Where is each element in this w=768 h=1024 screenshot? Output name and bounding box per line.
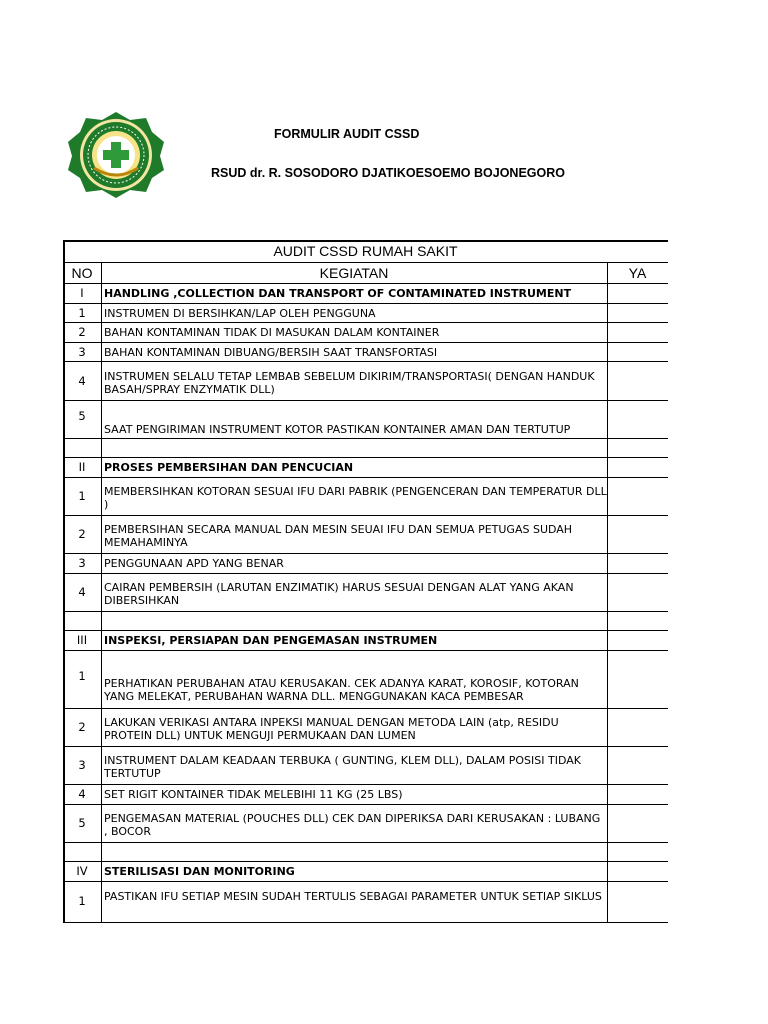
ya-checkbox-cell[interactable]	[607, 284, 668, 304]
row-kegiatan: CAIRAN PEMBERSIH (LARUTAN ENZIMATIK) HARUS SESUAI DENGAN ALAT YANG AKAN DIBERSIHKAN	[104, 581, 574, 607]
row-number: 2	[78, 527, 86, 541]
ya-checkbox-cell[interactable]	[607, 516, 668, 554]
column-divider-ya	[607, 262, 608, 923]
row-kegiatan: SET RIGIT KONTAINER TIDAK MELEBIHI 11 KG (25 LBS)	[104, 788, 403, 801]
row-number: 2	[78, 325, 86, 339]
table-row	[63, 438, 668, 457]
table-row	[63, 881, 668, 921]
ya-checkbox-cell[interactable]	[607, 439, 668, 458]
row-number: 1	[78, 894, 86, 908]
row-kegiatan: MEMBERSIHKAN KOTORAN SESUAI IFU DARI PABRIK (PENGENCERAN DAN TEMPERATUR DLL )	[104, 485, 607, 511]
section-row	[63, 630, 668, 650]
row-number: III	[76, 633, 88, 647]
ya-checkbox-cell[interactable]	[607, 843, 668, 862]
table-row	[63, 400, 668, 438]
row-number: 1	[78, 306, 86, 320]
ya-checkbox-cell[interactable]	[607, 709, 668, 747]
row-number: IV	[76, 864, 88, 878]
ya-checkbox-cell[interactable]	[607, 478, 668, 516]
hospital-name: RSUD dr. R. SOSODORO DJATIKOESOEMO BOJONEGORO	[211, 166, 565, 180]
ya-checkbox-cell[interactable]	[607, 574, 668, 612]
row-number: 4	[78, 373, 86, 388]
row-kegiatan: INSTRUMEN SELALU TETAP LEMBAB SEBELUM DIKIRIM/TRANSPORTASI( DENGAN HANDUK BASAH/SPRAY ENZYMATIK DLL)	[104, 369, 595, 396]
table-row	[63, 746, 668, 784]
row-kegiatan: INSPEKSI, PERSIAPAN DAN PENGEMASAN INSTRUMEN	[104, 634, 438, 647]
table-top-border	[63, 240, 668, 242]
row-number: 4	[78, 585, 86, 599]
ya-checkbox-cell[interactable]	[607, 343, 668, 362]
table-bottom-border	[63, 922, 668, 923]
col-header-no: NO	[71, 265, 93, 281]
table-row	[63, 342, 668, 361]
row-kegiatan: PROSES PEMBERSIHAN DAN PENCUCIAN	[104, 461, 354, 474]
row-kegiatan: BAHAN KONTAMINAN TIDAK DI MASUKAN DALAM KONTAINER	[104, 326, 440, 339]
row-kegiatan: HANDLING ,COLLECTION DAN TRANSPORT OF CONTAMINATED INSTRUMENT	[104, 287, 572, 300]
row-number: I	[80, 286, 84, 300]
ya-checkbox-cell[interactable]	[607, 554, 668, 574]
ya-checkbox-cell[interactable]	[607, 401, 668, 439]
row-number: 3	[78, 758, 86, 772]
table-title: AUDIT CSSD RUMAH SAKIT	[273, 243, 458, 259]
row-kegiatan: INSTRUMENT DALAM KEADAAN TERBUKA ( GUNTING, KLEM DLL), DALAM POSISI TIDAK TERTUTUP	[104, 754, 581, 780]
row-kegiatan: INSTRUMEN DI BERSIHKAN/LAP OLEH PENGGUNA	[104, 307, 376, 320]
row-kegiatan: PEMBERSIHAN SECARA MANUAL DAN MESIN SEUAI IFU DAN SEMUA PETUGAS SUDAH MEMAHAMINYA	[104, 523, 573, 549]
row-number: 1	[78, 669, 86, 683]
section-row	[63, 283, 668, 303]
table-row	[63, 553, 668, 573]
row-kegiatan: PENGEMASAN MATERIAL (POUCHES DLL) CEK DAN DIPERIKSA DARI KERUSAKAN : LUBANG , BOCOR	[104, 812, 601, 838]
hospital-logo	[64, 110, 168, 200]
ya-checkbox-cell[interactable]	[607, 323, 668, 343]
table-row	[63, 477, 668, 515]
row-number: 3	[78, 345, 86, 359]
row-number: 1	[78, 489, 86, 503]
row-number: 2	[78, 720, 86, 734]
ya-checkbox-cell[interactable]	[607, 651, 668, 709]
ya-checkbox-cell[interactable]	[607, 362, 668, 401]
section-row	[63, 457, 668, 477]
row-number: II	[78, 460, 86, 474]
table-row	[63, 573, 668, 611]
ya-checkbox-cell[interactable]	[607, 882, 668, 922]
row-number: 3	[78, 556, 86, 570]
ya-checkbox-cell[interactable]	[607, 612, 668, 631]
table-row	[63, 708, 668, 746]
table-row	[63, 784, 668, 804]
section-row	[63, 861, 668, 881]
table-row	[63, 322, 668, 342]
row-kegiatan: PERHATIKAN PERUBAHAN ATAU KERUSAKAN. CEK ADANYA KARAT, KOROSIF, KOTORAN YANG MELEKAT, PERUBAHAN WARNA DLL. MENGGUNAKAN KACA PEMBESAR	[104, 677, 579, 703]
row-number: 5	[78, 816, 86, 830]
row-number: 4	[78, 787, 86, 801]
ya-checkbox-cell[interactable]	[607, 805, 668, 843]
ya-checkbox-cell[interactable]	[607, 631, 668, 651]
table-row	[63, 650, 668, 708]
table-row	[63, 361, 668, 400]
row-kegiatan: BAHAN KONTAMINAN DIBUANG/BERSIH SAAT TRANSFORTASI	[104, 346, 438, 359]
ya-checkbox-cell[interactable]	[607, 862, 668, 882]
form-title: FORMULIR AUDIT CSSD	[274, 127, 420, 141]
table-row	[63, 611, 668, 630]
row-kegiatan: PENGGUNAAN APD YANG BENAR	[104, 557, 284, 570]
ya-checkbox-cell[interactable]	[607, 304, 668, 323]
table-row	[63, 804, 668, 842]
column-header-row	[63, 262, 668, 283]
col-header-kegiatan: KEGIATAN	[319, 265, 389, 281]
table-row	[63, 303, 668, 322]
row-number: 5	[78, 409, 86, 423]
row-kegiatan: SAAT PENGIRIMAN INSTRUMENT KOTOR PASTIKAN KONTAINER AMAN DAN TERTUTUP	[104, 423, 571, 436]
ya-checkbox-cell[interactable]	[607, 747, 668, 785]
table-row	[63, 842, 668, 861]
ya-checkbox-cell[interactable]	[607, 458, 668, 478]
audit-table	[63, 240, 668, 923]
ya-checkbox-cell[interactable]	[607, 785, 668, 805]
row-kegiatan: STERILISASI DAN MONITORING	[104, 865, 295, 878]
row-kegiatan: LAKUKAN VERIKASI ANTARA INPEKSI MANUAL DENGAN METODA LAIN (atp, RESIDU PROTEIN DLL) UNTUK MENGUJI PERMUKAAN DAN LUMEN	[104, 716, 559, 742]
row-kegiatan: PASTIKAN IFU SETIAP MESIN SUDAH TERTULIS SEBAGAI PARAMETER UNTUK SETIAP SIKLUS	[104, 890, 602, 903]
table-row	[63, 515, 668, 553]
col-header-ya: YA	[628, 265, 647, 281]
column-divider-no	[101, 262, 102, 923]
